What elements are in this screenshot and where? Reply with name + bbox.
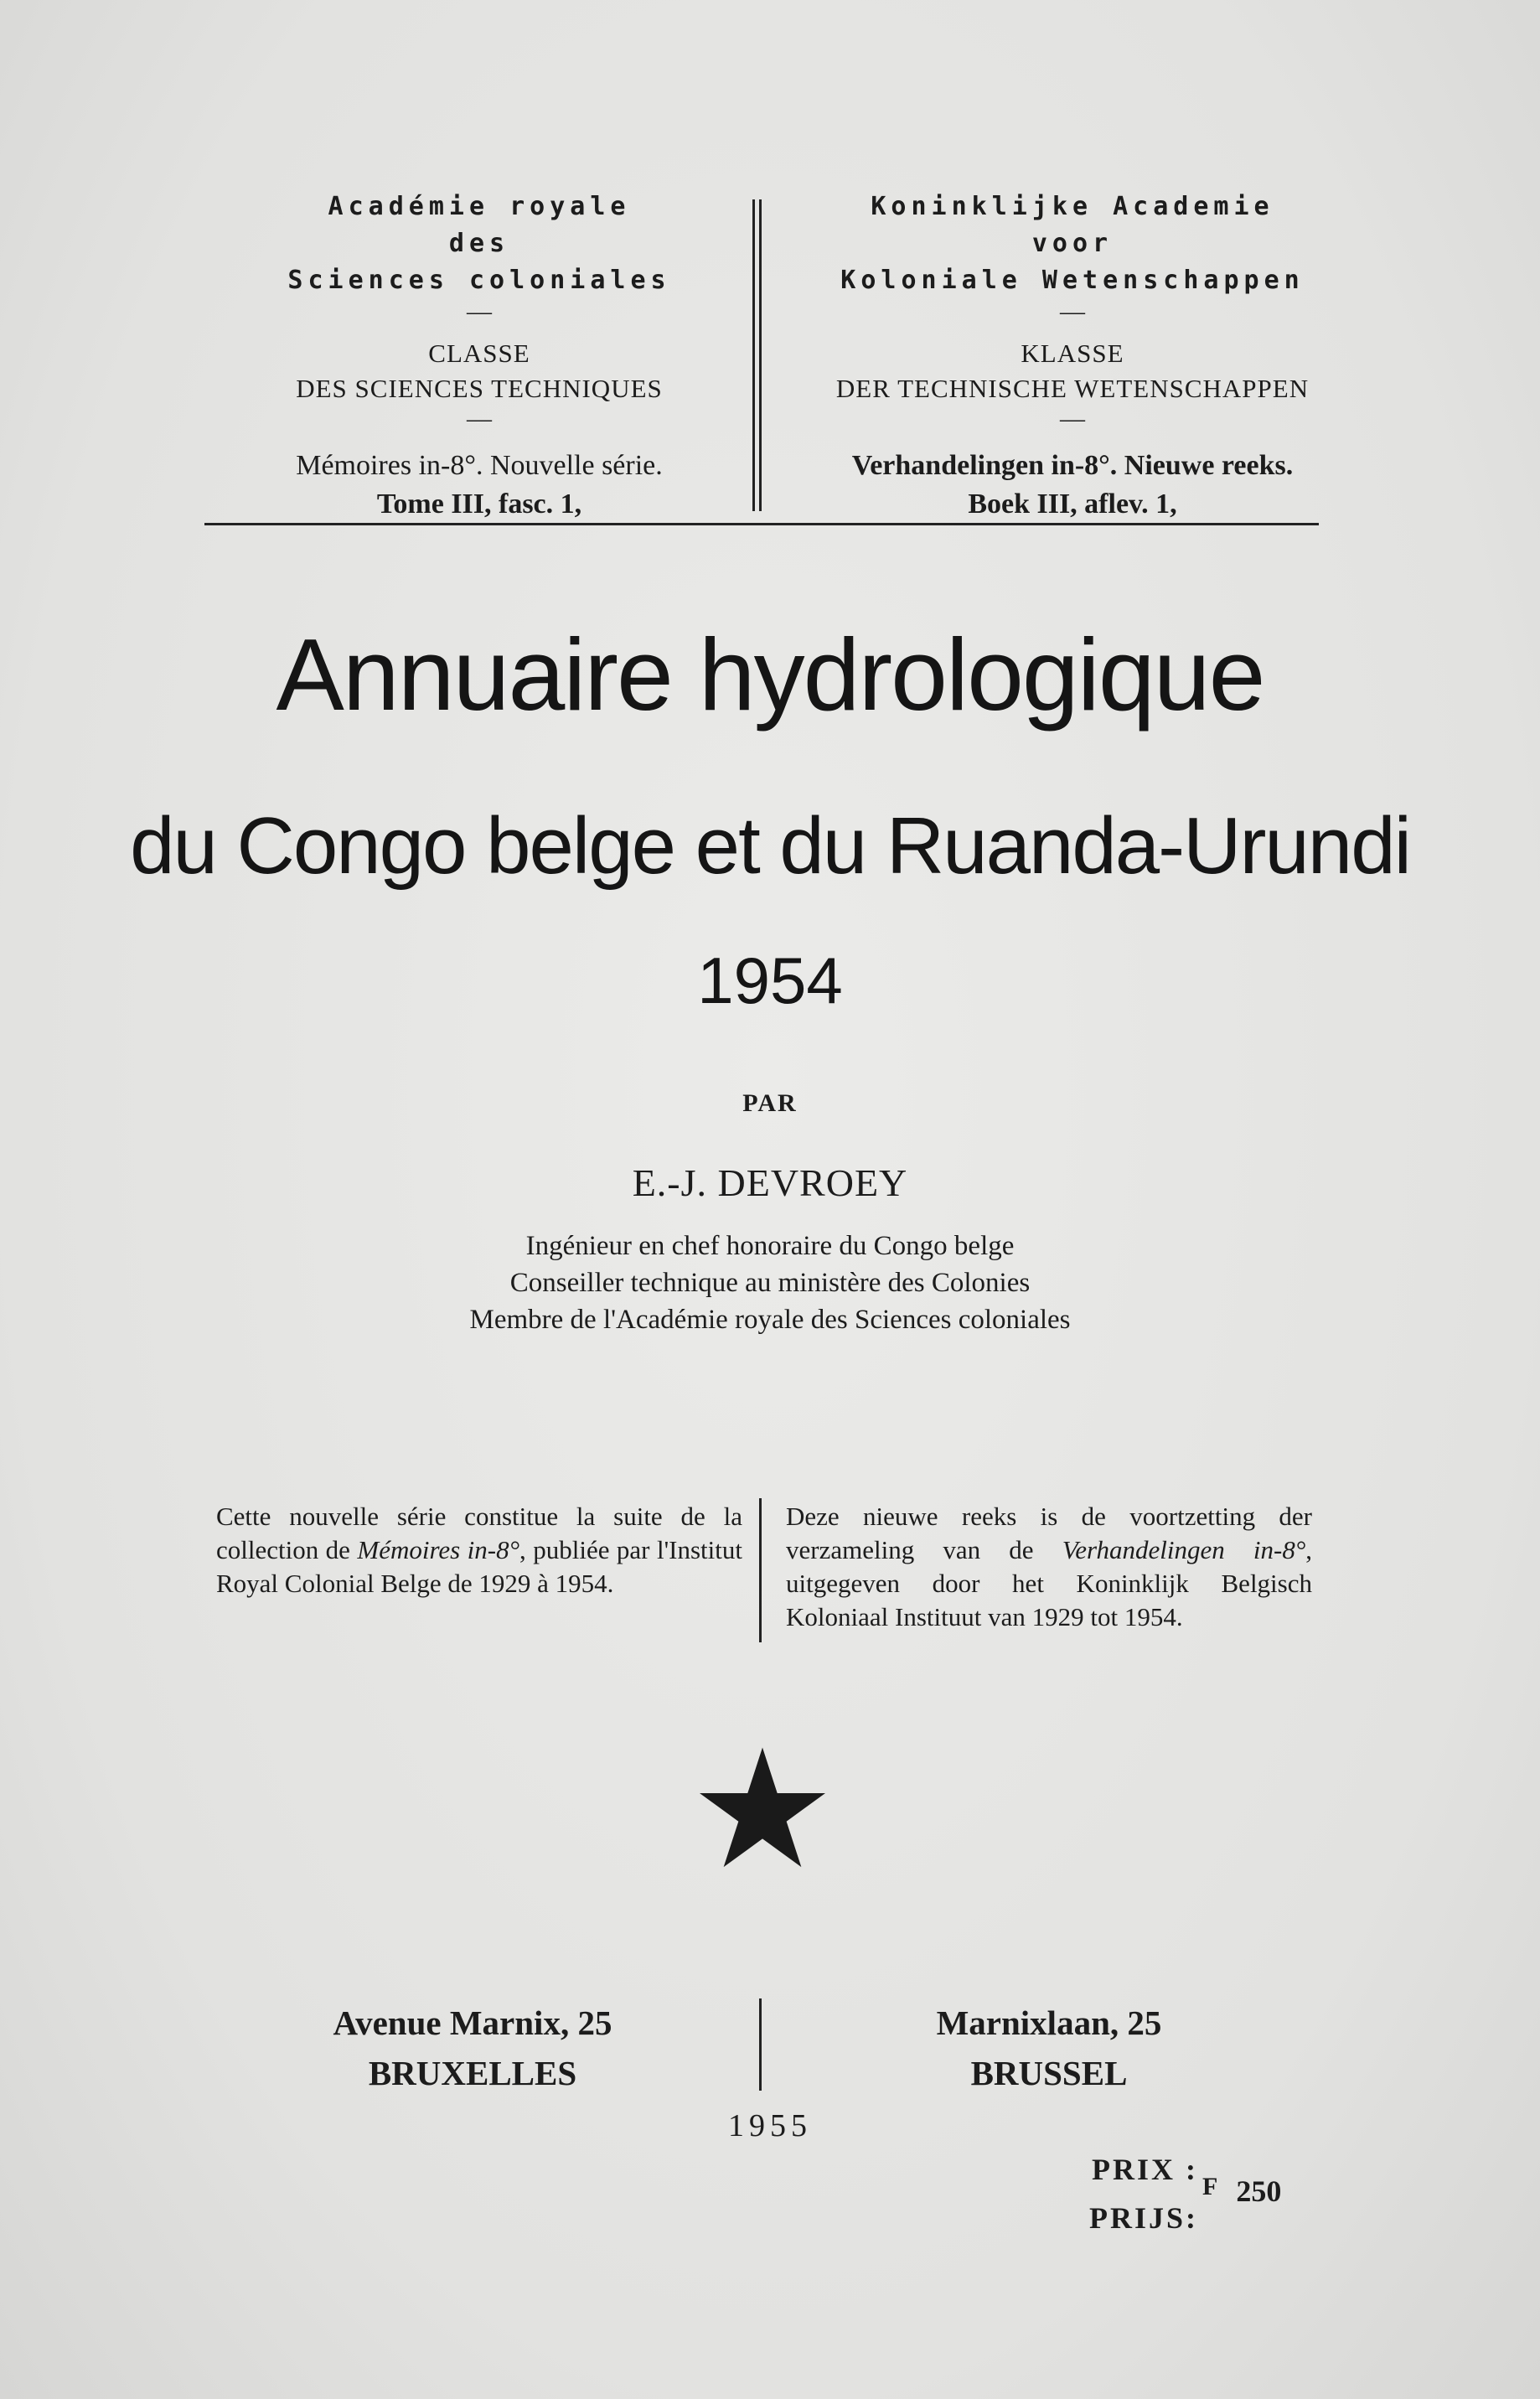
note-text: , publiée par l'Institut Royal Colonial Belge de 1929 à 1954. — [216, 1535, 742, 1598]
series-fr: Mémoires in-8°. Nouvelle série. — [296, 450, 663, 481]
header-left-column — [161, 189, 798, 524]
volume-fr: Tome III, fasc. 1, — [376, 489, 582, 520]
subtitle: du Congo belge et du Ruanda-Urundi — [130, 801, 1410, 891]
price-amount: 250 — [1236, 2174, 1282, 2208]
address-nl — [840, 1998, 1258, 2098]
address-fr — [263, 1998, 682, 2098]
header-separator: — — [467, 405, 492, 432]
street-fr: Avenue Marnix, 25 — [333, 2003, 612, 2042]
academy-name-nl-line1: Koninklijke Academie — [871, 192, 1274, 221]
price-value — [1202, 2174, 1281, 2209]
notes-divider-rule — [759, 1498, 762, 1642]
academy-name-nl-line3: Koloniale Wetenschappen — [840, 266, 1305, 295]
class-name-nl-line1: KLASSE — [1021, 339, 1124, 368]
by-label: PAR — [742, 1089, 798, 1117]
credential-line: Membre de l'Académie royale des Sciences coloniales — [469, 1305, 1071, 1335]
main-title: Annuaire hydrologique — [276, 618, 1264, 732]
credential-line: Ingénieur en chef honoraire du Congo belge — [525, 1231, 1015, 1261]
credential-line: Conseiller technique au ministère des Colonies — [509, 1268, 1031, 1298]
price-label-nl: PRIJS: — [1088, 2201, 1198, 2235]
academy-name-fr-line1: Académie royale — [328, 192, 631, 221]
author-name: E.-J. DEVROEY — [632, 1161, 908, 1204]
header-separator: — — [1060, 405, 1085, 432]
street-nl: Marnixlaan, 25 — [936, 2003, 1162, 2042]
footer-divider-rule — [759, 1998, 762, 2091]
city-nl: BRUSSEL — [970, 2054, 1128, 2092]
class-name-nl-line2: DER TECHNISCHE WETENSCHAPPEN — [835, 374, 1310, 403]
note-text: , uitgegeven door het Koninklijk Belgisch Koloniaal Instituut van 1929 tot 1954. — [786, 1535, 1312, 1631]
series-note-fr — [216, 1500, 742, 1600]
header-bottom-rule — [204, 523, 1319, 525]
star-icon — [700, 1747, 825, 1869]
class-name-fr-line2: DES SCIENCES TECHNIQUES — [296, 374, 663, 403]
header-separator: — — [1060, 297, 1085, 325]
price-labels — [997, 2145, 1198, 2242]
note-text: Cette nouvelle série constitue la suite de la collection de — [216, 1502, 742, 1564]
city-fr: BRUXELLES — [368, 2054, 577, 2092]
header-right-column — [754, 189, 1391, 524]
volume-nl: Boek III, aflev. 1, — [968, 489, 1177, 520]
academy-name-fr-line3: Sciences coloniales — [287, 266, 671, 295]
class-name-fr-line1: CLASSE — [428, 339, 530, 368]
author-credentials — [0, 1228, 1540, 1338]
header-separator: — — [467, 297, 492, 325]
academy-name-nl-line2: voor — [1031, 229, 1114, 258]
publication-year-title: 1954 — [697, 944, 843, 1017]
price-currency: F — [1202, 2173, 1218, 2200]
academy-name-fr-line2: des — [448, 229, 510, 258]
series-nl: Verhandelingen in-8°. Nieuwe reeks. — [851, 450, 1294, 481]
note-text: Deze nieuwe reeks is de voortzetting der verzameling van de — [786, 1502, 1312, 1564]
publication-year: 1955 — [728, 2108, 812, 2143]
note-italic: Verhandelingen in-8° — [1062, 1535, 1306, 1564]
series-note-nl — [786, 1500, 1312, 1634]
note-italic: Mémoires in-8° — [357, 1535, 520, 1564]
price-label-fr: PRIX : — [1092, 2153, 1198, 2186]
